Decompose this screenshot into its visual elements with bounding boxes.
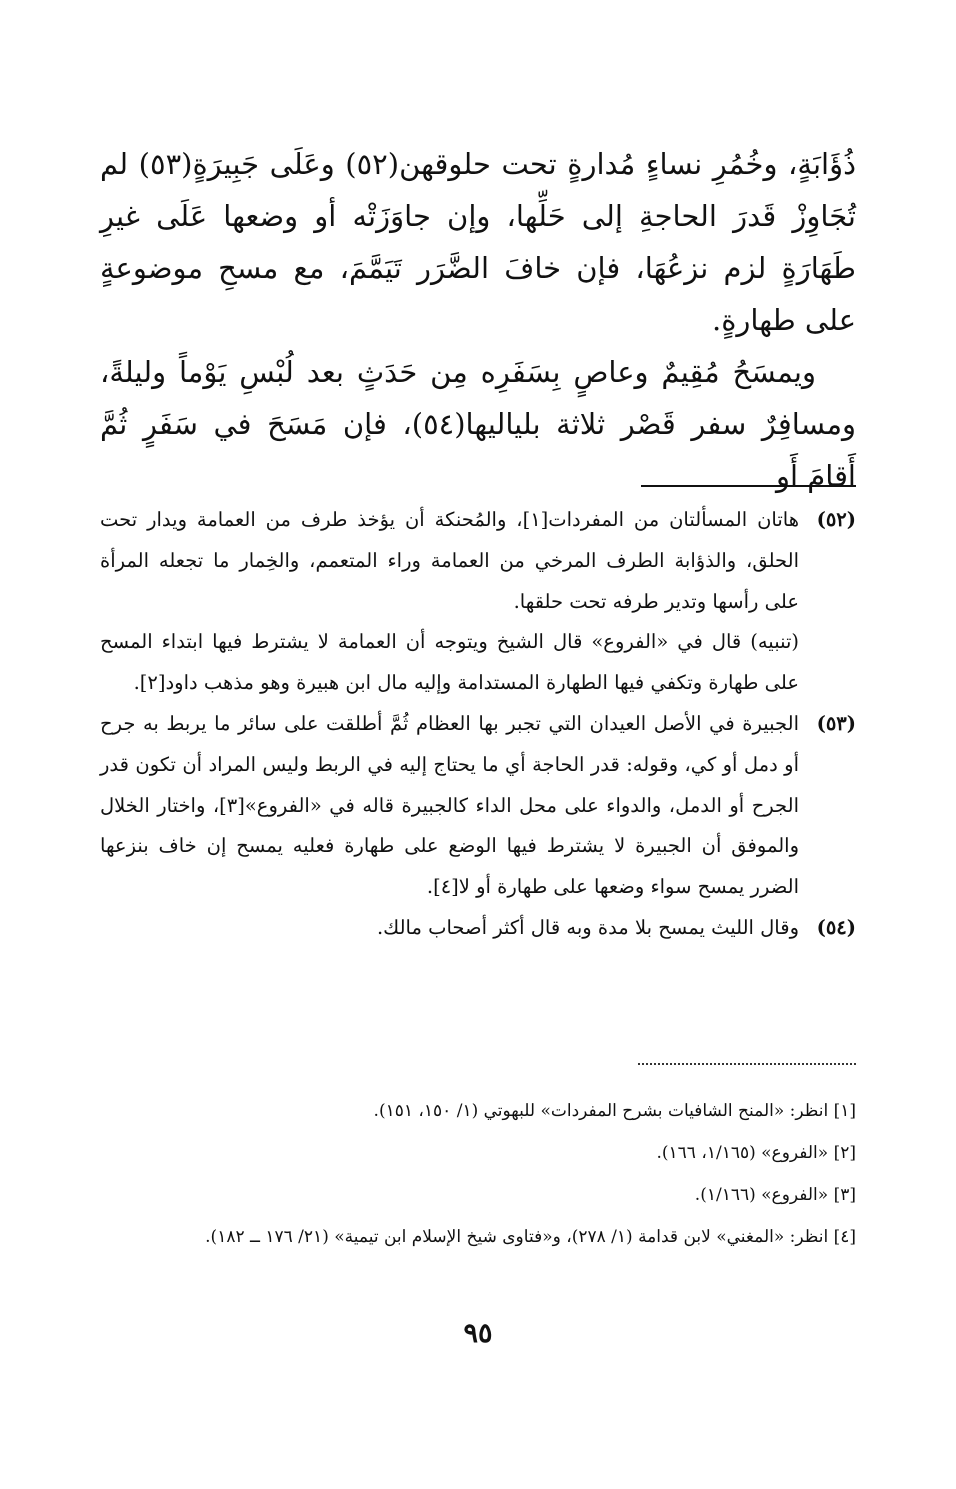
page-number: ٩٥ (463, 1318, 493, 1349)
footnote (100, 500, 856, 704)
footnote-text: الجبيرة في الأصل العيدان التي تجبر بها العظام ثُمَّ أطلقت على سائر ما يربط به جرح أو دمل أو كي، وقوله: قدر الحاجة أي ما يحتاج إليه في الربط وليس المراد أن تكون قدر الجرح أو الدمل، والدواء على محل الداء كالجبيرة قاله في «الفروع»[٣]، واختار الخلال والموفق أن الجبيرة لا يشترط فيها الوضع على طهارة فعليه يمسح إن خاف بنزعها الضرر يمسح سواء وضعها على طهارة أو لا[٤]. (100, 711, 799, 899)
reference-item: [٢] «الفروع» (١/١٦٥، ١٦٦). (656, 1143, 856, 1163)
footnote-number: (٥٣) (816, 711, 856, 735)
footnote-text: وقال الليث يمسح بلا مدة وبه قال أكثر أصحاب مالك. (376, 915, 799, 939)
footnote-body (100, 704, 799, 908)
main-text (100, 138, 856, 502)
reference-item: [٣] «الفروع» (١/١٦٦). (694, 1185, 856, 1205)
main-paragraph: ذُؤَابَةٍ، وخُمُرِ نساءٍ مُدارةٍ تحت حلوقهن(٥٢) وعَلَى جَبِيرَةٍ(٥٣) لم تُجَاوِزْ قَدرَ الحاجةِ إلى حَلِّها، وإن جاوَزَتْه أو وضعها عَلَى غيرِ طَهَارَةٍ لزم نزعُهَا، فإن خافَ الضَّرَر تَيَمَّمَ، مع مسحِ موضوعةٍ على طهارةٍ. (100, 147, 856, 337)
footnotes (100, 500, 856, 949)
footnote-text: هاتان المسألتان من المفردات[١]، والمُحنكة أن يؤخذ طرف من العمامة ويدار تحت الحلق، والذؤابة الطرف المرخي من العمامة وراء المتعمم، والخِمار ما تجعله المرأة على رأسها وتدير طرفه تحت حلقها. (100, 508, 799, 613)
footnote-body (100, 908, 799, 949)
footnote-number: (٥٤) (816, 915, 856, 939)
reference-item: [٤] انظر: «المغني» لابن قدامة (١/ ٢٧٨)، و«فتاوى شيخ الإسلام ابن تيمية» (٢١/ ١٧٦ ــ ١٨٢). (205, 1227, 856, 1247)
reference-divider (638, 1063, 856, 1065)
footnote (100, 908, 856, 949)
footnote-divider (641, 485, 856, 487)
footnote-number: (٥٢) (816, 508, 856, 531)
references (100, 1090, 856, 1258)
footnote-text: (تنبيه) قال في «الفروع» قال الشيخ ويتوجه أن العمامة لا يشترط فيها ابتداء المسح على طهارة وتكفي فيها الطهارة المستدامة وإليه مال ابن هبيرة وهو مذهب داود[٢]. (100, 630, 799, 695)
reference-item: [١] انظر: «المنح الشافيات بشرح المفردات» للبهوتي (١/ ١٥٠، ١٥١). (373, 1101, 856, 1121)
footnote (100, 704, 856, 908)
footnote-body (100, 500, 799, 704)
main-paragraph: ويمسَحُ مُقِيمٌ وعاصٍ بِسَفَرِه مِن حَدَثٍ بعد لُبْسِ يَوْماً وليلةً، ومسافِرٌ سفر قَصْر ثلاثة بلياليها(٥٤)، فإن مَسَحَ في سَفَرٍ ثُمَّ أَقامَ أَو (100, 355, 856, 493)
